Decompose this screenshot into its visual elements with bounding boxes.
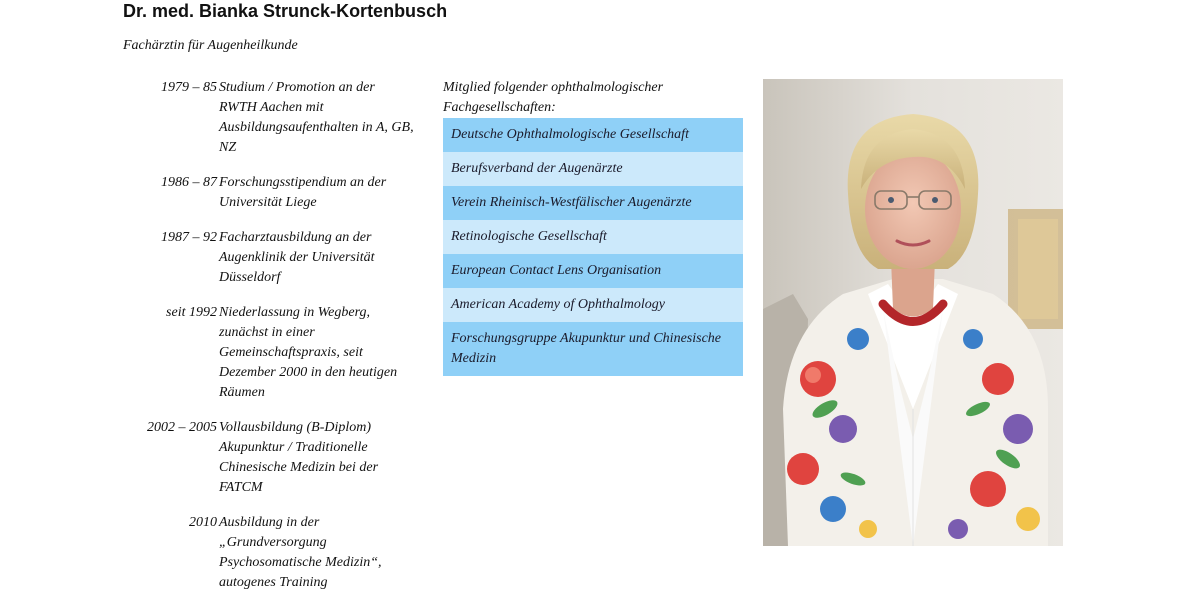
- society-item: Deutsche Ophthalmologische Gesellschaft: [443, 118, 743, 152]
- society-item: Retinologische Gesellschaft: [443, 220, 743, 254]
- doctor-name: Dr. med. Bianka Strunck-Kortenbusch: [123, 1, 448, 21]
- cv-entry-years: 2002 – 2005: [147, 420, 217, 435]
- cv-entry-text: Ausbildung in der „Grundversorgung Psychosomatische Medizin“, autogenes Training: [219, 515, 382, 590]
- cv-entry-years: 1979 – 85: [161, 80, 217, 95]
- membership-section: [443, 78, 743, 376]
- cv-entry-years: 1986 – 87: [161, 175, 217, 190]
- doctor-specialty: Fachärztin für Augenheilkunde: [123, 38, 298, 53]
- cv-entry: [123, 513, 423, 593]
- portrait-illustration: [763, 79, 1063, 546]
- cv-entry-text: Forschungsstipendium an der Universität Liege: [219, 175, 387, 210]
- society-list: [443, 118, 743, 376]
- cv-entry-years: 1987 – 92: [161, 230, 217, 245]
- cv-entry-years: 2010: [189, 515, 217, 530]
- cv-entry: [123, 418, 423, 498]
- cv-entry: [123, 303, 423, 403]
- doctor-portrait: [763, 79, 1063, 546]
- cv-entry-years: seit 1992: [166, 305, 217, 320]
- cv-entry-text: Studium / Promotion an der RWTH Aachen mit Ausbildungsaufenthalten in A, GB, NZ: [219, 80, 414, 155]
- cv-timeline: [123, 78, 423, 608]
- cv-entry-text: Facharztausbildung an der Augenklinik der Universität Düsseldorf: [219, 230, 375, 285]
- society-item: Verein Rheinisch-Westfälischer Augenärzte: [443, 186, 743, 220]
- cv-entry: [123, 228, 423, 288]
- society-item: Forschungsgruppe Akupunktur und Chinesische Medizin: [443, 322, 743, 376]
- cv-entry-text: Vollausbildung (B-Diplom) Akupunktur / Traditionelle Chinesische Medizin bei der FATCM: [219, 420, 379, 495]
- cv-entry: [123, 173, 423, 213]
- membership-heading: Mitglied folgender ophthalmologischer Fachgesellschaften:: [443, 80, 664, 115]
- society-item: European Contact Lens Organisation: [443, 254, 743, 288]
- society-item: Berufsverband der Augenärzte: [443, 152, 743, 186]
- cv-entry: [123, 78, 423, 158]
- cv-entry-text: Niederlassung in Wegberg, zunächst in einer Gemeinschaftspraxis, seit Dezember 2000 in den heutigen Räumen: [219, 305, 398, 400]
- society-item: American Academy of Ophthalmology: [443, 288, 743, 322]
